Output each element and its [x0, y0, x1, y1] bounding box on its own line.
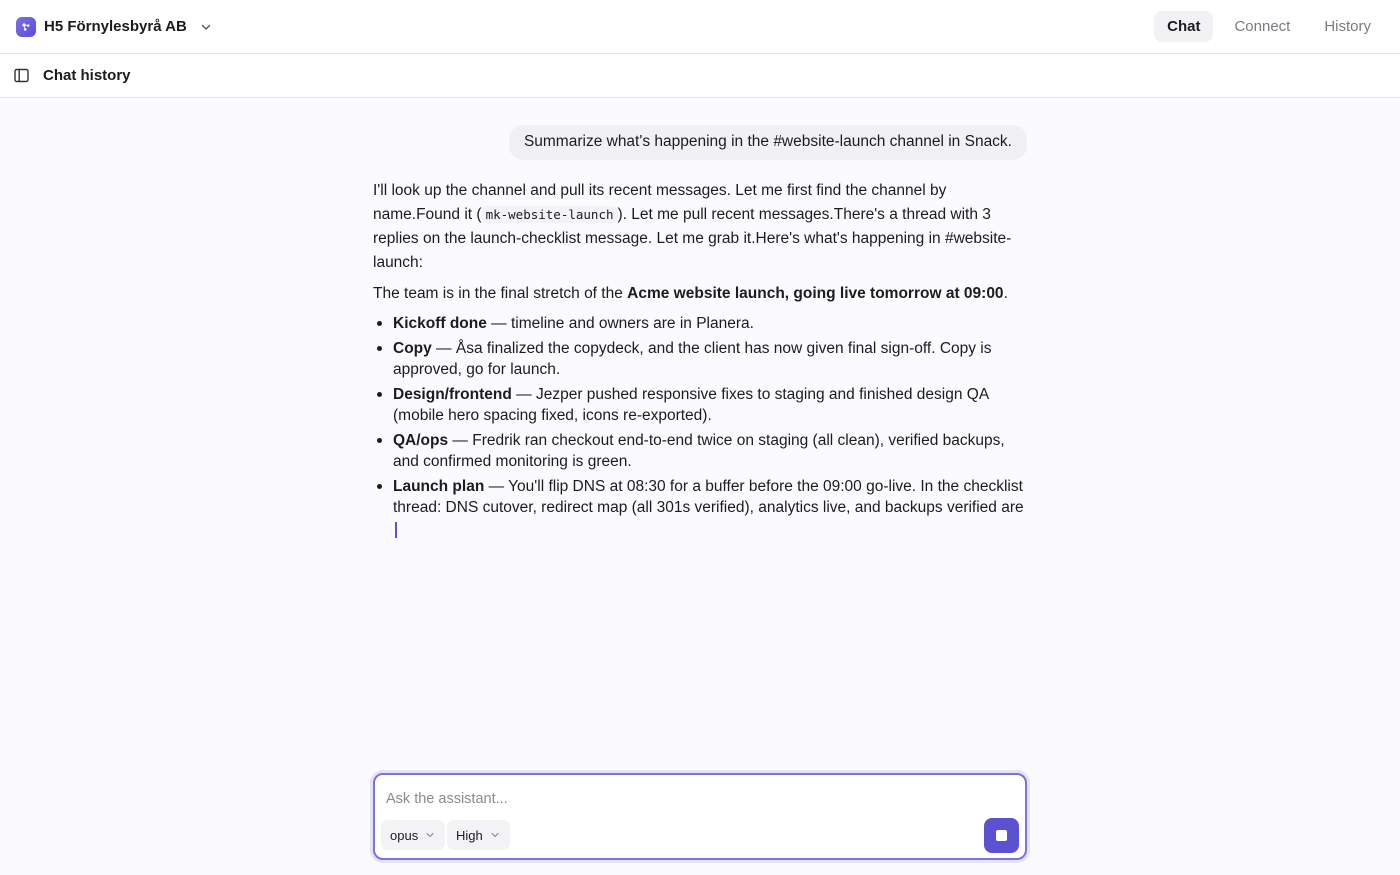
list-item-text: — You'll flip DNS at 08:30 for a buffer before the 09:00 go-live. In the checklist thread: DNS cutover, redirect map (all 301s verified), analytics live, and backups verified are — [393, 477, 1024, 516]
list-item — [373, 430, 1027, 472]
stop-button[interactable] — [984, 818, 1019, 853]
list-item-title: Kickoff done — [393, 314, 487, 332]
streaming-cursor — [395, 522, 397, 538]
summary-text-end: . — [1003, 284, 1008, 302]
list-item — [373, 313, 1027, 334]
effort-select-value: High — [456, 827, 483, 843]
effort-select[interactable] — [447, 820, 510, 850]
chevron-down-icon — [199, 20, 213, 34]
list-item-text: — Åsa finalized the copydeck, and the client has now given final sign-off. Copy is approved, go for launch. — [393, 339, 992, 378]
org-logo-icon — [16, 17, 36, 37]
conversation — [373, 98, 1027, 538]
message-input[interactable] — [386, 788, 1006, 810]
summary-bold: Acme website launch, going live tomorrow at 09:00 — [627, 284, 1004, 302]
list-item-text: — Fredrik ran checkout end-to-end twice on staging (all clean), verified backups, and confirmed monitoring is green. — [393, 431, 1005, 470]
tab-history[interactable]: History — [1324, 18, 1371, 35]
user-message: Summarize what's happening in the #website-launch channel in Snack. — [509, 125, 1027, 160]
assistant-intro — [373, 179, 1027, 275]
user-message-row — [373, 125, 1027, 160]
chat-history-bar — [0, 54, 1400, 98]
composer — [373, 773, 1027, 860]
list-item — [373, 338, 1027, 380]
chevron-down-icon — [489, 829, 501, 841]
list-item-text: — timeline and owners are in Planera. — [486, 314, 754, 332]
chevron-down-icon — [424, 829, 436, 841]
summary-text: The team is in the final stretch of the — [373, 284, 628, 302]
tab-connect[interactable]: Connect — [1234, 18, 1291, 35]
main-nav — [1154, 11, 1384, 42]
sidebar-toggle-icon[interactable] — [14, 68, 29, 83]
assistant-message — [373, 179, 1027, 538]
model-select-value: opus — [390, 827, 419, 843]
assistant-intro-text: I'll look up the channel and pull its recent messages. Let me first find the channel by name.Found it ( — [373, 181, 947, 223]
chat-history-title[interactable]: Chat history — [43, 67, 131, 84]
list-item — [373, 476, 1027, 518]
stop-icon — [996, 830, 1007, 841]
list-item-text: — Jezper pushed responsive fixes to staging and finished design QA (mobile hero spacing fixed, icons re-exported). — [393, 385, 989, 424]
org-switcher[interactable] — [16, 17, 213, 37]
assistant-summary — [373, 282, 1027, 306]
list-item-title: Design/frontend — [393, 385, 512, 403]
list-item-title: Launch plan — [393, 477, 485, 495]
assistant-intro-text-2: ). Let me pull recent messages.There's a thread with 3 replies on the launch-checklist message. Let me grab it.Here's what's happening in #website-launch: — [373, 205, 1012, 271]
top-bar — [0, 0, 1400, 54]
tab-chat[interactable]: Chat — [1154, 11, 1213, 42]
list-item — [373, 384, 1027, 426]
list-item-title: Copy — [393, 339, 432, 357]
list-item-title: QA/ops — [393, 431, 449, 449]
channel-code: mk-website-launch — [482, 206, 618, 223]
model-select[interactable] — [381, 820, 445, 850]
org-name: H5 Förnylesbyrå AB — [44, 18, 187, 35]
summary-list — [373, 313, 1027, 518]
